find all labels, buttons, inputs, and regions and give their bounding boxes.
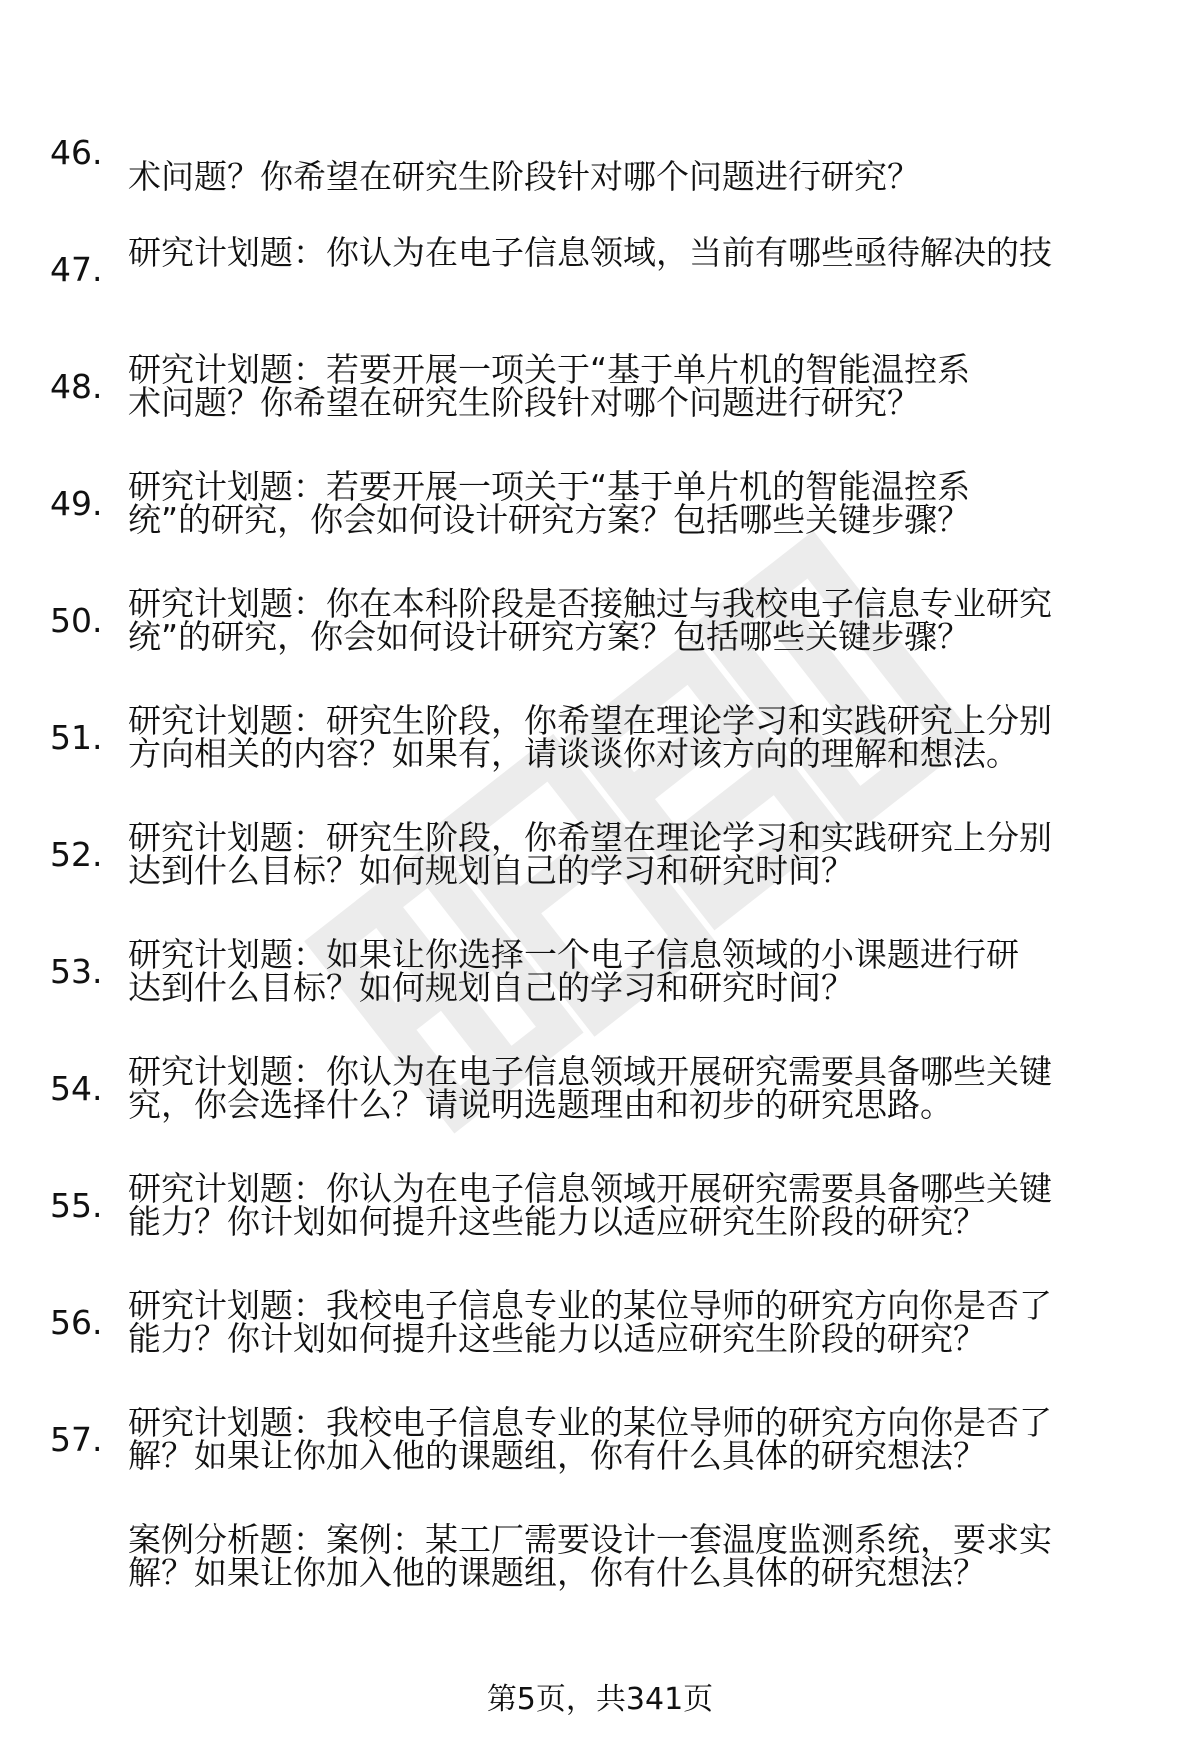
question-line: 统”的研究，你会如何设计研究方案？包括哪些关键步骤？ [128,500,971,539]
question-line: 术问题？你希望在研究生阶段针对哪个问题进行研究？ [128,383,920,422]
question-number: 50. [50,601,103,640]
page-number-footer: 第5页，共341页 [486,1682,714,1717]
question-number: 55. [50,1186,103,1225]
question-text [128,1415,1138,1665]
question-line: 研究计划题：研究生阶段，你希望在理论学习和实践研究上分别 [128,701,1052,740]
question-line: 达到什么目标？如何规划自己的学习和研究时间？ [128,851,854,890]
question-number: 49. [50,484,103,523]
question-line: 研究计划题：你在本科阶段是否接触过与我校电子信息专业研究 [128,584,1052,623]
question-number: 56. [50,1303,103,1342]
question-line: 解？如果让你加入他的课题组，你有什么具体的研究想法？ [128,1553,986,1592]
question-line: 研究计划题：你认为在电子信息领域开展研究需要具备哪些关键 [128,1052,1052,1091]
question-line: 究，你会选择什么？请说明选题理由和初步的研究思路。 [128,1085,953,1124]
question-number: 46. [50,133,103,172]
question-line: 达到什么目标？如何规划自己的学习和研究时间？ [128,968,854,1007]
question-number: 48. [50,367,103,406]
question-line: 研究计划题：你认为在电子信息领域开展研究需要具备哪些关键 [128,1169,1052,1208]
question-number: 57. [50,1420,103,1459]
question-line: 研究计划题：我校电子信息专业的某位导师的研究方向你是否了 [128,1403,1052,1442]
question-number: 47. [50,250,103,289]
question-line: 研究计划题：我校电子信息专业的某位导师的研究方向你是否了 [128,1286,1052,1325]
question-number: 51. [50,718,103,757]
question-line: 统”的研究，你会如何设计研究方案？包括哪些关键步骤？ [128,617,971,656]
question-line: 研究计划题：如果让你选择一个电子信息领域的小课题进行研 [128,935,1019,974]
question-line: 能力？你计划如何提升这些能力以适应研究生阶段的研究？ [128,1319,986,1358]
question-line: 解？如果让你加入他的课题组，你有什么具体的研究想法？ [128,1436,986,1475]
question-line: 研究计划题：若要开展一项关于“基于单片机的智能温控系 [128,350,971,389]
question-line: 案例分析题：案例：某工厂需要设计一套温度监测系统，要求实 [128,1520,1052,1559]
question-number: 54. [50,1069,103,1108]
question-line: 研究计划题：若要开展一项关于“基于单片机的智能温控系 [128,467,971,506]
question-line: 研究计划题：研究生阶段，你希望在理论学习和实践研究上分别 [128,818,1052,857]
question-line: 术问题？你希望在研究生阶段针对哪个问题进行研究？ [128,157,920,196]
question-line: 能力？你计划如何提升这些能力以适应研究生阶段的研究？ [128,1202,986,1241]
question-number: 52. [50,835,103,874]
question-number: 53. [50,952,103,991]
question-line: 方向相关的内容？如果有，请谈谈你对该方向的理解和想法。 [128,734,1019,773]
question-line: 研究计划题：你认为在电子信息领域，当前有哪些亟待解决的技 [128,233,1052,272]
